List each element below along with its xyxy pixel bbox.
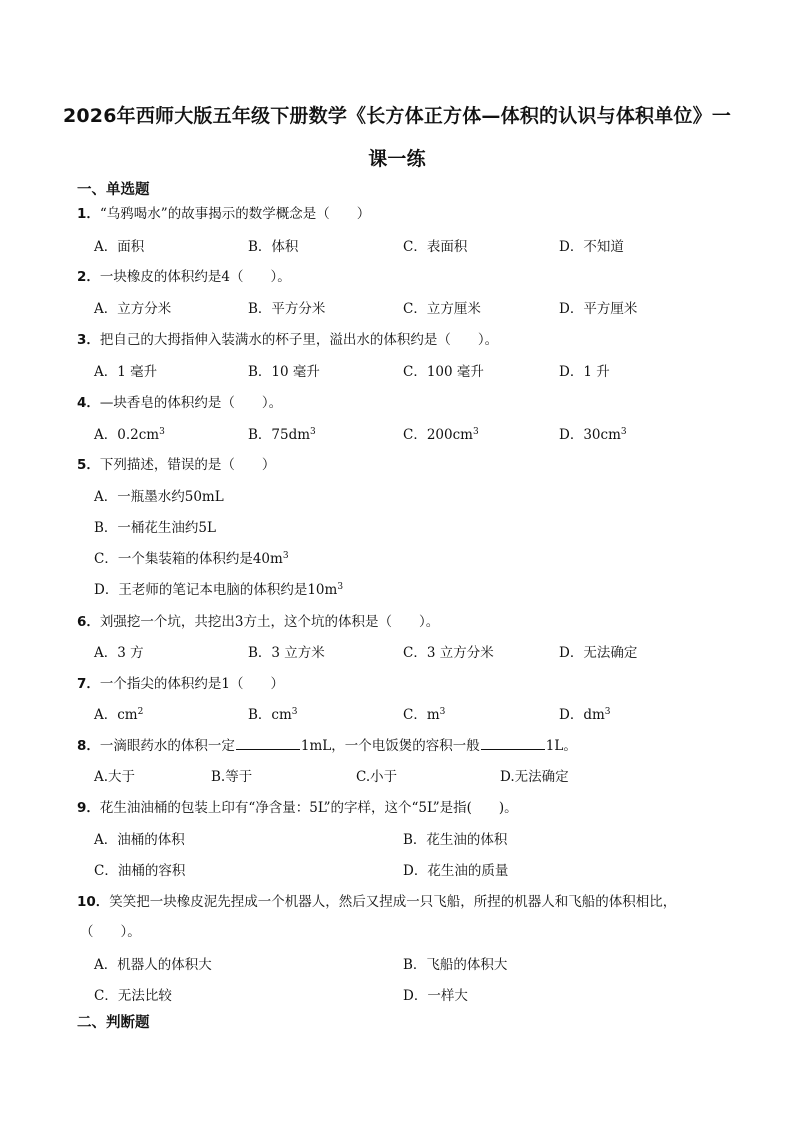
question-text-part1: 一滴眼药水的体积一定 [99, 738, 235, 754]
question-number: 1． [77, 206, 100, 222]
option-label: D．王老师的笔记本电脑的体积约是10m [94, 582, 338, 598]
section-heading-true-false: 二、判断题 [77, 1015, 150, 1031]
option-d[interactable]: D．平方厘米 [559, 301, 638, 317]
option-b[interactable]: B．花生油的体积 [403, 832, 508, 848]
exponent: 3 [604, 707, 611, 717]
question-number: 3． [77, 332, 100, 348]
exponent: 3 [620, 427, 627, 437]
option-b[interactable]: B．飞船的体积大 [403, 957, 508, 973]
question-5 [77, 455, 275, 475]
question-text: 一块橡皮的体积约是4（ ）。 [99, 269, 291, 285]
question-text: 笑笑把一块橡皮泥先捏成一个机器人，然后又捏成一只飞船，所捏的机器人和飞船的体积相比， [109, 894, 677, 910]
exponent: 3 [159, 427, 165, 437]
question-text-part2: 1mL，一个电饭煲的容积一般 [300, 738, 480, 754]
question-10-continued: （ ）。 [80, 924, 141, 940]
option-a[interactable]: A．3 方 [94, 645, 144, 661]
option-c[interactable] [403, 705, 445, 725]
question-8 [77, 736, 577, 756]
option-c[interactable]: C．立方厘米 [403, 301, 481, 317]
question-text: “乌鸦喝水”的故事揭示的数学概念是（ ） [99, 206, 371, 222]
option-d[interactable] [559, 705, 611, 725]
option-b[interactable] [248, 705, 298, 725]
option-a[interactable]: A.大于 [94, 769, 136, 785]
option-b[interactable]: B．一桶花生油约5L [94, 520, 216, 536]
option-c[interactable]: C．无法比较 [94, 988, 172, 1004]
question-number: 5． [77, 457, 100, 473]
question-number: 8． [77, 738, 100, 754]
question-number: 6． [77, 614, 100, 630]
answer-blank-1[interactable] [236, 737, 300, 750]
option-c[interactable]: C.小于 [356, 769, 398, 785]
exponent: 3 [439, 707, 446, 717]
page-title: 2026年西师大版五年级下册数学《长方体正方体—体积的认识与体积单位》一 [62, 105, 732, 127]
option-a[interactable]: A．1 毫升 [94, 364, 158, 380]
option-a[interactable]: A．面积 [94, 239, 145, 255]
option-d[interactable]: D.无法确定 [500, 769, 569, 785]
question-1 [77, 204, 370, 224]
question-text: 下列描述，错误的是（ ） [99, 457, 276, 473]
exponent: 3 [310, 427, 316, 437]
option-label: D．30cm [559, 427, 621, 443]
option-a[interactable]: A．一瓶墨水约50mL [94, 489, 224, 505]
option-a[interactable] [94, 425, 165, 445]
question-number: 9． [77, 800, 100, 816]
question-6 [77, 612, 439, 632]
question-4 [77, 393, 282, 413]
option-c[interactable]: C．100 毫升 [403, 364, 484, 380]
option-d[interactable]: D．一样大 [403, 988, 468, 1004]
option-label: A．cm [94, 707, 138, 723]
answer-blank-2[interactable] [481, 737, 545, 750]
question-number: 2． [77, 269, 100, 285]
question-9 [77, 798, 518, 818]
option-a[interactable]: A．立方分米 [94, 301, 172, 317]
option-a[interactable]: A．机器人的体积大 [94, 957, 212, 973]
option-a[interactable]: A．油桶的体积 [94, 832, 185, 848]
option-label: C．m [403, 707, 440, 723]
option-c[interactable]: C．3 立方分米 [403, 645, 494, 661]
question-text: 把自己的大拇指伸入装满水的杯子里，溢出水的体积约是（ ）。 [99, 332, 499, 348]
exponent: 3 [291, 707, 298, 717]
option-label: C．200cm [403, 427, 473, 443]
option-label: C．一个集装箱的体积约是40m [94, 551, 283, 567]
question-number: 7． [77, 676, 100, 692]
question-7 [77, 674, 284, 694]
option-label: D．dm [559, 707, 605, 723]
exponent: 3 [472, 427, 479, 437]
question-text: —块香皂的体积约是（ ）。 [99, 395, 283, 411]
option-b[interactable]: B．10 毫升 [248, 364, 320, 380]
option-b[interactable]: B．平方分米 [248, 301, 326, 317]
question-text: 刘强挖一个坑，共挖出3方土，这个坑的体积是（ ）。 [99, 614, 440, 630]
question-3 [77, 330, 498, 350]
option-b[interactable]: B.等于 [211, 769, 253, 785]
exponent: 3 [282, 551, 289, 561]
option-d[interactable]: D．1 升 [559, 364, 610, 380]
option-label: B．cm [248, 707, 292, 723]
exponent: 3 [337, 582, 344, 592]
question-text-part3: 1L。 [545, 738, 577, 754]
option-d[interactable]: D．花生油的质量 [403, 863, 509, 879]
question-2 [77, 267, 291, 287]
option-b[interactable]: B．3 立方米 [248, 645, 325, 661]
question-number: 4． [77, 395, 100, 411]
option-label: B．75dm [248, 427, 311, 443]
option-d[interactable] [559, 425, 627, 445]
option-c[interactable]: C．油桶的容积 [94, 863, 186, 879]
option-c[interactable] [403, 425, 479, 445]
option-c[interactable] [94, 549, 289, 569]
option-b[interactable] [248, 425, 316, 445]
question-text: 一个指尖的体积约是1（ ） [99, 676, 284, 692]
option-c[interactable]: C．表面积 [403, 239, 468, 255]
question-text: 花生油油桶的包装上印有“净含量：5L”的字样，这个“5L”是指( )。 [99, 800, 518, 816]
option-b[interactable]: B．体积 [248, 239, 299, 255]
question-number: 10． [77, 894, 110, 910]
option-d[interactable] [94, 580, 343, 600]
option-a[interactable] [94, 705, 143, 725]
option-label: A．0.2cm [94, 427, 160, 443]
exponent: 2 [137, 707, 144, 717]
question-10 [77, 892, 676, 912]
option-d[interactable]: D．无法确定 [559, 645, 638, 661]
option-d[interactable]: D．不知道 [559, 239, 624, 255]
section-heading-single-choice: 一、单选题 [77, 182, 150, 198]
page-title-continued: 课一练 [368, 148, 426, 170]
